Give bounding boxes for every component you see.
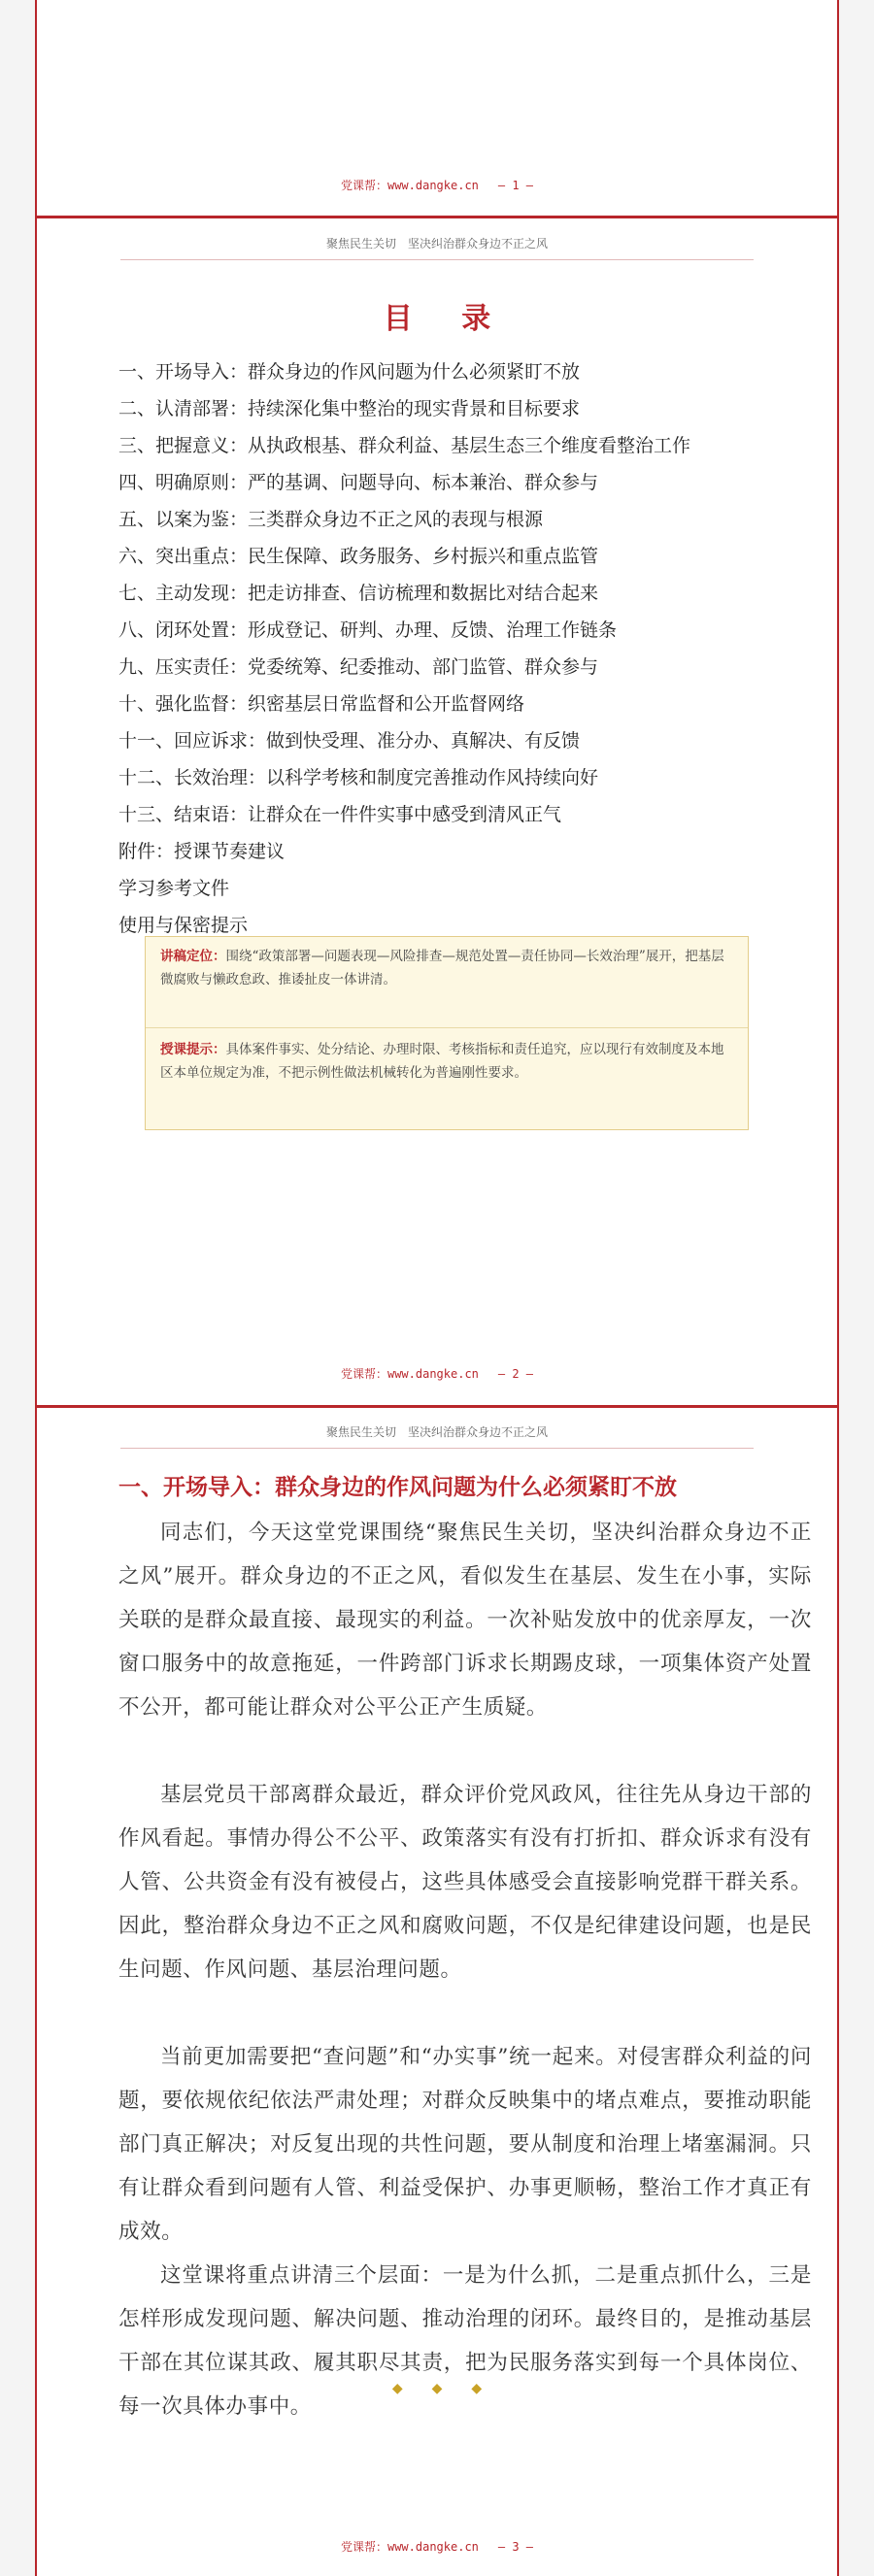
- toc-item[interactable]: 九、压实责任：党委统筹、纪委推动、部门监管、群众参与: [118, 656, 599, 678]
- footer-site[interactable]: 党课帮：www.dangke.cn: [340, 179, 479, 192]
- page-1: [35, 0, 839, 216]
- toc-item[interactable]: 五、以案为鉴：三类群众身边不正之风的表现与根源: [118, 509, 544, 530]
- toc-item[interactable]: 六、突出重点：民生保障、政务服务、乡村振兴和重点监管: [118, 546, 599, 567]
- tips-text: 具体案件事实、处分结论、办理时限、考核指标和责任追究，应以现行有效制度及本地区本单位规定为准，不把示例性做法机械转化为普遍刚性要求。: [160, 1042, 724, 1081]
- body-paragraph: 当前更加需要把“查问题”和“办实事”统一起来。对侵害群众利益的问题，要依规依纪依法严肃处理；对群众反映集中的堵点难点，要推动职能部门真正解决；对反复出现的共性问题，要从制度和治理上堵塞漏洞。只有让群众看到问题有人管、利益受保护、办事更顺畅，整治工作才真正有成效。: [118, 2045, 812, 2244]
- toc-item[interactable]: 七、主动发现：把走访排查、信访梳理和数据比对结合起来: [118, 583, 599, 604]
- body-paragraph: 同志们，今天这堂党课围绕“聚焦民生关切，坚决纠治群众身边不正之风”展开。群众身边的不正之风，看似发生在基层、发生在小事，实际关联的是群众最直接、最现实的利益。一次补贴发放中的优亲厚友，一次窗口服务中的故意拖延，一件跨部门诉求长期踢皮球，一项集体资产处置不公开，都可能让群众对公平公正产生质疑。: [118, 1521, 812, 1720]
- toc-list: [118, 353, 798, 944]
- tips-note: [160, 1038, 733, 1085]
- positioning-text: 围绕“政策部署—问题表现—风险排查—规范处置—责任协同—长效治理”展开，把基层微腐败与懒政怠政、推诿扯皮一体讲清。: [160, 949, 724, 987]
- page-3: [35, 1408, 839, 2576]
- toc-item[interactable]: 四、明确原则：严的基调、问题导向、标本兼治、群众参与: [118, 472, 599, 493]
- page-footer: [37, 1365, 837, 1382]
- footer-page-number: — 3 —: [497, 2540, 534, 2554]
- toc-item[interactable]: 十、强化监督：织密基层日常监督和公开监督网络: [118, 693, 525, 715]
- page-2: [35, 218, 839, 1405]
- section-title: 一、开场导入：群众身边的作风问题为什么必须紧盯不放: [118, 1474, 677, 1500]
- page-footer: [37, 177, 837, 193]
- body-paragraph: 这堂课将重点讲清三个层面：一是为什么抓，二是重点抓什么，三是怎样形成发现问题、解决问题、推动治理的闭环。最终目的，是推动基层干部在其位谋其政、履其职尽其责，把为民服务落实到每一个具体岗位、每一次具体办事中。: [118, 2263, 812, 2419]
- lecture-notes-box: [145, 936, 749, 1130]
- toc-item[interactable]: 附件：授课节奏建议: [118, 841, 286, 862]
- positioning-label: 讲稿定位：: [160, 949, 226, 964]
- toc-item[interactable]: 学习参考文件: [118, 878, 230, 899]
- notes-divider: [146, 1027, 748, 1028]
- footer-site[interactable]: 党课帮：www.dangke.cn: [340, 1367, 479, 1381]
- toc-item[interactable]: 十三、结束语：让群众在一件件实事中感受到清风正气: [118, 804, 562, 825]
- toc-item[interactable]: 十二、长效治理：以科学考核和制度完善推动作风持续向好: [118, 767, 599, 788]
- body-paragraph: 基层党员干部离群众最近，群众评价党风政风，往往先从身边干部的作风看起。事情办得公不公平、政策落实有没有打折扣、群众诉求有没有人管、公共资金有没有被侵占，这些具体感受会直接影响党群干群关系。因此，整治群众身边不正之风和腐败问题，不仅是纪律建设问题，也是民生问题、作风问题、基层治理问题。: [118, 1783, 812, 1982]
- header-rule: [120, 1448, 754, 1449]
- tips-label: 授课提示：: [160, 1042, 226, 1057]
- toc-item[interactable]: 使用与保密提示: [118, 915, 249, 936]
- toc-item[interactable]: 八、闭环处置：形成登记、研判、办理、反馈、治理工作链条: [118, 619, 618, 641]
- footer-page-number: — 2 —: [497, 1367, 534, 1381]
- positioning-note: [160, 945, 733, 991]
- footer-page-number: — 1 —: [497, 179, 534, 192]
- toc-item[interactable]: 十一、回应诉求：做到快受理、准分办、真解决、有反馈: [118, 730, 581, 752]
- running-header: 聚焦民生关切 坚决纠治群众身边不正之风: [325, 237, 548, 251]
- toc-item[interactable]: 一、开场导入：群众身边的作风问题为什么必须紧盯不放: [118, 361, 581, 383]
- toc-item[interactable]: 二、认清部署：持续深化集中整治的现实背景和目标要求: [118, 398, 581, 419]
- toc-title: 目 录: [383, 302, 511, 336]
- page-footer: [37, 2538, 837, 2555]
- section-end-ornament: ◆◆◆: [391, 2381, 512, 2396]
- toc-item[interactable]: 三、把握意义：从执政根基、群众利益、基层生态三个维度看整治工作: [118, 435, 691, 456]
- running-header: 聚焦民生关切 坚决纠治群众身边不正之风: [325, 1425, 548, 1439]
- header-rule: [120, 259, 754, 260]
- footer-site[interactable]: 党课帮：www.dangke.cn: [340, 2540, 479, 2554]
